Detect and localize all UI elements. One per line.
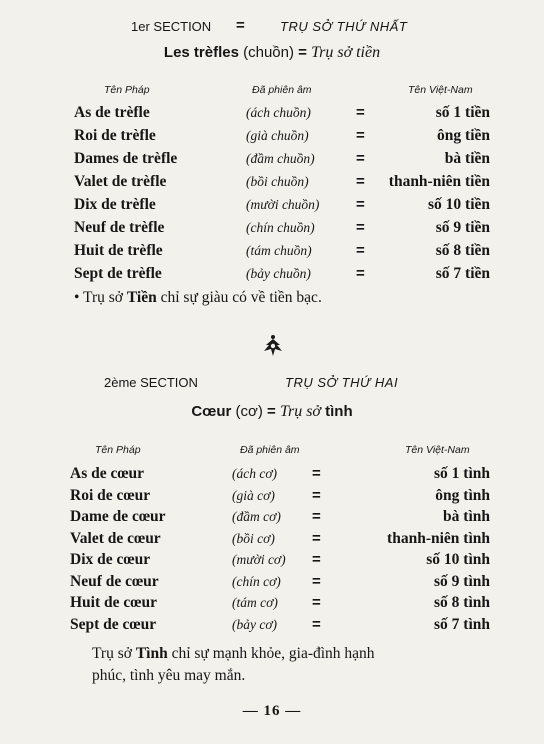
column-header-fr: Tên Pháp xyxy=(95,444,141,456)
card-name-vn: thanh-niên tiền xyxy=(388,173,490,190)
card-name-vn: số 7 tình xyxy=(434,615,490,633)
card-name-phonetic: (ách chuồn) xyxy=(246,105,311,120)
card-name-fr: Huit de trèfle xyxy=(74,242,163,259)
card-name-fr: Valet de trèfle xyxy=(74,173,167,190)
column-header-fr: Tên Pháp xyxy=(104,84,150,96)
suit-fr: Cœur xyxy=(191,403,232,420)
equals-sign: = xyxy=(312,551,321,568)
card-name-vn: bà tình xyxy=(443,508,490,525)
section1-note xyxy=(74,289,322,307)
card-name-fr: Dame de cœur xyxy=(70,508,166,525)
card-name-fr: Roi de cœur xyxy=(70,486,151,504)
suit-ph: (cơ) xyxy=(235,403,263,420)
card-name-vn: bà tiền xyxy=(444,150,490,167)
equals-sign: = xyxy=(312,508,321,525)
card-row xyxy=(0,219,544,241)
suit-eq: = xyxy=(298,44,307,61)
section1-number: 1er SECTION xyxy=(131,19,212,34)
card-name-phonetic: (ách cơ) xyxy=(232,466,278,481)
note-keyword: Tiền xyxy=(126,289,157,306)
section2-suit-title xyxy=(0,403,544,421)
card-name-vn: số 10 tiền xyxy=(428,196,490,213)
equals-sign: = xyxy=(312,615,321,633)
note-text: chỉ sự mạnh khỏe, gia-đình hạnh xyxy=(171,645,375,662)
card-name-phonetic: (tám cơ) xyxy=(232,595,278,610)
card-name-vn: số 1 tiền xyxy=(435,104,490,121)
equals-sign: = xyxy=(356,173,365,190)
card-name-fr: Valet de cœur xyxy=(70,529,161,547)
card-name-phonetic: (đầm cơ) xyxy=(232,509,281,524)
note-text: Trụ sở xyxy=(83,289,123,306)
note-keyword: Tình xyxy=(135,645,168,662)
card-name-phonetic: (mười chuồn) xyxy=(246,197,320,212)
card-name-fr: Dix de cœur xyxy=(70,551,151,568)
suit-eq: = xyxy=(267,403,276,420)
card-name-vn: số 9 tình xyxy=(434,572,490,590)
equals-sign: = xyxy=(356,219,365,236)
card-row xyxy=(0,150,544,172)
suit-vn: Trụ sở tiền xyxy=(311,44,381,61)
suit-vn: Trụ sở xyxy=(279,403,321,420)
card-name-phonetic: (bảy cơ) xyxy=(232,616,278,632)
card-name-vn: số 8 tiền xyxy=(435,242,490,259)
note-text: chỉ sự giàu có về tiền bạc. xyxy=(160,289,322,306)
card-name-vn: số 7 tiền xyxy=(435,265,490,282)
card-name-fr: Sept de trèfle xyxy=(74,265,162,282)
section2-number: 2ème SECTION xyxy=(104,375,198,390)
card-name-fr: As de cœur xyxy=(70,465,145,482)
section1-equals: = xyxy=(236,17,245,34)
card-row xyxy=(0,573,544,595)
equals-sign: = xyxy=(356,242,365,259)
card-row xyxy=(0,242,544,264)
equals-sign: = xyxy=(356,196,365,213)
card-name-vn: số 8 tình xyxy=(434,594,490,611)
column-header-vn: Tên Việt-Nam xyxy=(408,84,473,96)
note-text: Trụ sở xyxy=(92,645,132,662)
card-name-fr: Dames de trèfle xyxy=(74,150,178,167)
card-name-fr: Huit de cœur xyxy=(70,594,157,611)
card-name-phonetic: (chín chuồn) xyxy=(246,220,315,235)
section2-header xyxy=(0,373,544,395)
equals-sign: = xyxy=(356,265,365,282)
column-header-ph: Đã phiên âm xyxy=(252,84,312,96)
ornament-icon xyxy=(261,334,285,358)
card-name-phonetic: (mười cơ) xyxy=(232,552,286,567)
column-header-vn: Tên Việt-Nam xyxy=(405,444,470,456)
suit-fr: Les trèfles xyxy=(163,44,239,61)
card-row xyxy=(0,594,544,616)
card-name-vn: ông tiền xyxy=(437,127,490,144)
card-row xyxy=(0,196,544,218)
card-name-phonetic: (đầm chuồn) xyxy=(246,151,315,166)
card-name-phonetic: (già cơ) xyxy=(232,487,275,503)
card-row xyxy=(0,104,544,126)
note-bullet: • xyxy=(74,289,80,306)
section2-note-line2: phúc, tình yêu may mắn. xyxy=(92,667,246,684)
card-name-vn: số 10 tình xyxy=(426,551,490,568)
equals-sign: = xyxy=(356,104,365,121)
card-row xyxy=(0,616,544,638)
card-name-phonetic: (bảy chuồn) xyxy=(246,266,311,281)
card-name-phonetic: (bồi chuồn) xyxy=(246,174,309,189)
equals-sign: = xyxy=(312,529,321,547)
card-name-fr: Sept de cœur xyxy=(70,615,157,633)
card-name-phonetic: (tám chuồn) xyxy=(246,243,312,258)
equals-sign: = xyxy=(356,127,365,144)
card-name-fr: Neuf de cœur xyxy=(70,572,159,590)
card-row xyxy=(0,530,544,552)
card-row xyxy=(0,127,544,149)
card-row xyxy=(0,551,544,573)
card-name-fr: Dix de trèfle xyxy=(74,196,156,213)
card-name-phonetic: (già chuồn) xyxy=(246,128,309,143)
card-name-fr: Roi de trèfle xyxy=(74,127,156,144)
suit-vn-b: tình xyxy=(325,403,353,420)
section1-name: TRỤ SỞ THỨ NHẤT xyxy=(280,19,408,34)
suit-ph: (chuồn) xyxy=(243,44,294,61)
equals-sign: = xyxy=(356,150,365,167)
card-name-fr: Neuf de trèfle xyxy=(74,219,165,236)
column-header-ph: Đã phiên âm xyxy=(240,444,300,456)
card-row xyxy=(0,508,544,530)
card-name-vn: ông tình xyxy=(435,486,490,504)
card-name-vn: thanh-niên tình xyxy=(387,529,490,547)
equals-sign: = xyxy=(312,465,321,482)
card-row xyxy=(0,487,544,509)
section2-note-line1 xyxy=(92,645,375,663)
section1-suit-title xyxy=(0,44,544,62)
card-name-vn: số 1 tình xyxy=(434,465,490,482)
card-name-phonetic: (chín cơ) xyxy=(232,573,281,589)
card-row xyxy=(0,173,544,195)
section1-header xyxy=(0,17,544,39)
card-name-phonetic: (bồi cơ) xyxy=(232,530,275,546)
card-row xyxy=(0,465,544,487)
equals-sign: = xyxy=(312,486,321,504)
section2-name: TRỤ SỞ THỨ HAI xyxy=(285,375,399,390)
card-name-vn: số 9 tiền xyxy=(435,219,490,236)
equals-sign: = xyxy=(312,594,321,611)
card-row xyxy=(0,265,544,287)
equals-sign: = xyxy=(312,572,321,590)
card-name-fr: As de trèfle xyxy=(74,104,150,121)
page-number: — 16 — xyxy=(242,703,302,719)
